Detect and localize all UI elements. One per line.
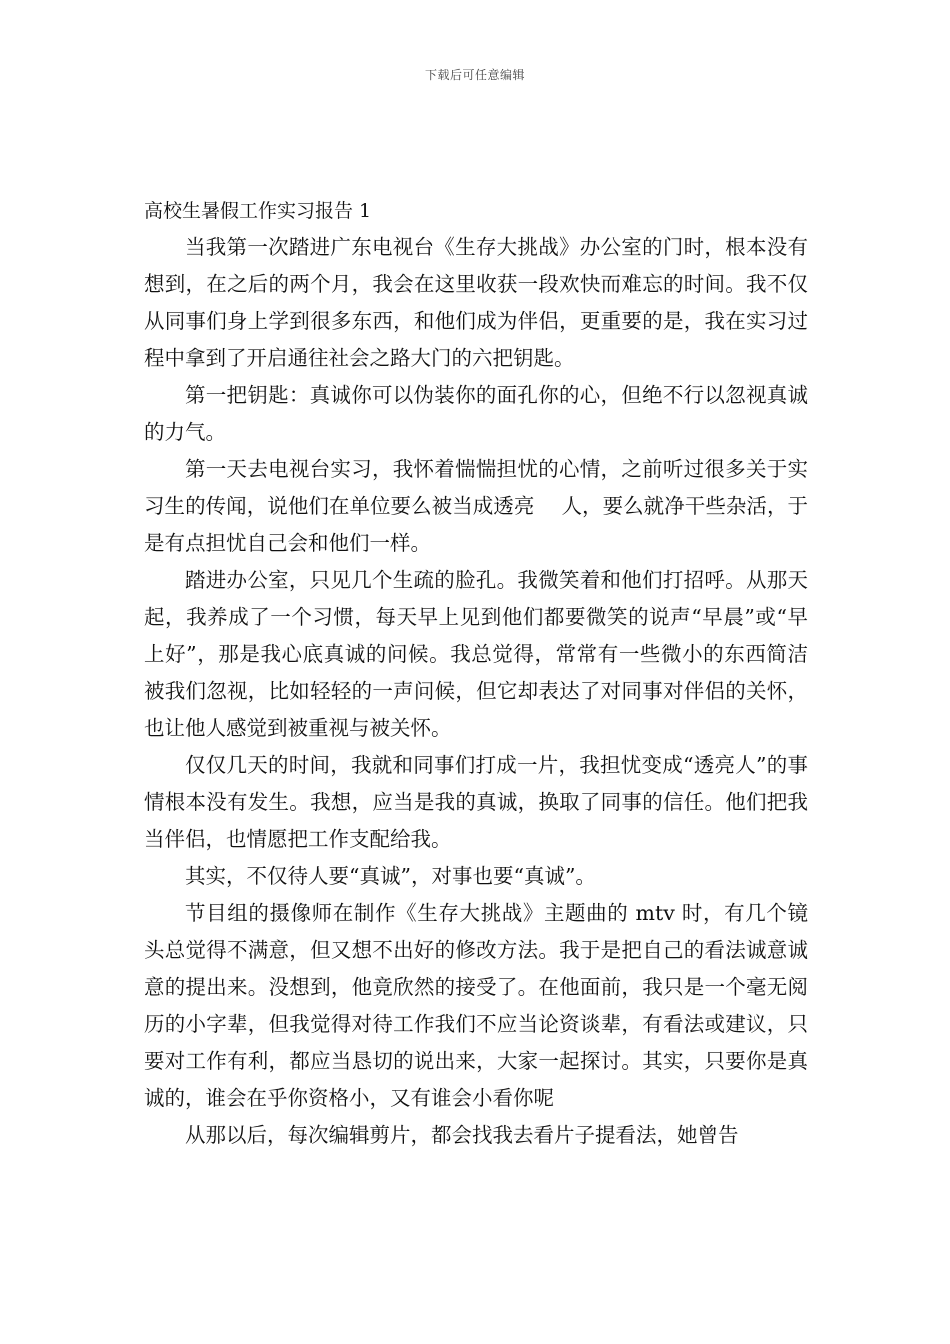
paragraph-8: 从那以后，每次编辑剪片，都会找我去看片子提看法，她曾告 — [185, 1123, 739, 1147]
paragraph-4: 踏进办公室，只见几个生疏的脸孔。我微笑着和他们打招呼。从那天起，我养成了一个习惯，每天早上见到他们都要微笑的说声“早晨”或“早上好”，那是我心底真诚的问候。我总觉得，常常有一些微小的东西简洁被我们忽视，比如轻轻的一声问候，但它却表达了对同事对伴侣的关怀，也让他人感觉到被重视与被关怀。 — [144, 568, 808, 740]
document-body — [144, 193, 808, 1154]
paragraph-1: 当我第一次踏进广东电视台《生存大挑战》办公室的门时，根本没有想到，在之后的两个月，我会在这里收获一段欢快而难忘的时间。我不仅从同事们身上学到很多东西，和他们成为伴侣，更重要的是，我在实习过程中拿到了开启通往社会之路大门的六把钥匙。 — [144, 235, 808, 370]
paragraph-2: 第一把钥匙：真诚你可以伪装你的面孔你的心，但绝不行以忽视真诚的力气。 — [144, 383, 808, 444]
paragraph-7: 节目组的摄像师在制作《生存大挑战》主题曲的 mtv 时，有几个镜头总觉得不满意，但又想不出好的修改方法。我于是把自己的看法诚意诚意的提出来。没想到，他竟欣然的接受了。在他面前，我只是一个毫无阅历的小字辈，但我觉得对待工作我们不应当论资谈辈，有看法或建议，只要对工作有利，都应当恳切的说出来，大家一起探讨。其实，只要你是真诚的，谁会在乎你资格小，又有谁会小看你呢 — [144, 901, 808, 1110]
paragraph-5: 仅仅几天的时间，我就和同事们打成一片，我担忧变成“透亮人”的事情根本没有发生。我想，应当是我的真诚，换取了同事的信任。他们把我当伴侣，也情愿把工作支配给我。 — [144, 753, 808, 851]
header-note: 下载后可任意编辑 — [424, 68, 525, 82]
paragraph-6: 其实，不仅待人要“真诚”，对事也要“真诚”。 — [185, 864, 596, 888]
paragraph-3: 第一天去电视台实习，我怀着惴惴担忧的心情，之前听过很多关于实习生的传闻，说他们在单位要么被当成透亮 人，要么就净干些杂活，于是有点担忧自己会和他们一样。 — [144, 457, 808, 555]
document-title: 高校生暑假工作实习报告 1 — [144, 200, 372, 222]
